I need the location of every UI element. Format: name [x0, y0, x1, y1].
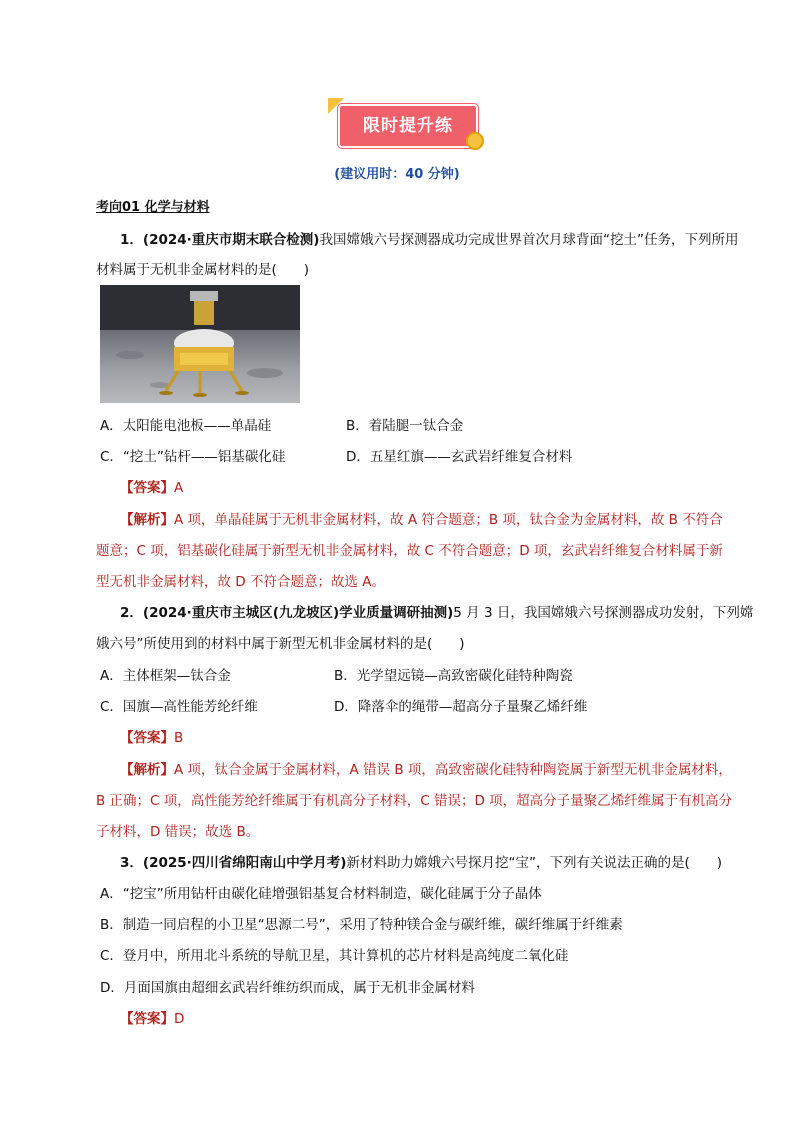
question-1-option-b: B．着陆腿一钛合金 — [346, 418, 464, 434]
question-1-answer — [120, 476, 720, 496]
lunar-lander-illustration — [100, 285, 300, 403]
question-number: 3． — [120, 855, 143, 871]
question-source: (2025·四川省绵阳南山中学月考) — [142, 855, 347, 871]
question-2-analysis-line2: B 正确；C 项，高性能芳纶纤维属于有机高分子材料，C 错误；D 项，超高分子量聚乙烯纤维属于有机高分 — [96, 793, 733, 809]
section-title: 考向01 化学与材料 — [96, 200, 210, 215]
question-1-analysis-line2: 题意；C 项，铝基碳化硅属于新型无机非金属材料，故 C 不符合题意；D 项，玄武岩纤维复合材料属于新 — [96, 543, 723, 559]
banner-title: 限时提升练 — [338, 104, 478, 148]
question-1-analysis — [120, 508, 723, 528]
question-number: 2． — [120, 605, 143, 621]
answer-label: 【答案】 — [120, 1011, 174, 1027]
answer-label: 【答案】 — [120, 480, 174, 496]
answer-value: D — [174, 1011, 185, 1027]
question-2-option-b: B．光学望远镜—高致密碳化硅特种陶瓷 — [334, 668, 573, 684]
analysis-label: 【解析】 — [120, 512, 174, 528]
question-3-answer — [120, 1007, 720, 1027]
question-source: (2024·重庆市期末联合检测) — [142, 232, 320, 248]
coil-icon — [466, 132, 484, 150]
answer-value: A — [174, 480, 184, 496]
question-stem: 新材料助力嫦娥六号探月挖“宝”，下列有关说法正确的是( ) — [346, 855, 722, 871]
question-2-analysis-line3: 子材料，D 错误；故选 B。 — [96, 824, 260, 840]
question-2-option-c: C．国旗—高性能芳纶纤维 — [100, 699, 258, 715]
question-3-option-b: B．制造一同启程的小卫星“思源二号”，采用了特种镁合金与碳纤维，碳纤维属于纤维素 — [100, 917, 623, 933]
question-1-option-c: C．“挖土”钻杆——铝基碳化硅 — [100, 449, 286, 465]
question-2-option-d: D．降落伞的绳带—超高分子量聚乙烯纤维 — [334, 699, 588, 715]
question-3-stem — [120, 851, 720, 871]
question-2-stem-line2: 娥六号”所使用到的材料中属于新型无机非金属材料的是( ) — [96, 636, 465, 652]
answer-value: B — [174, 730, 184, 746]
question-source: (2024·重庆市主城区(九龙坡区)学业质量调研抽测) — [142, 605, 454, 621]
analysis-text: A 项，钛合金属于金属材料，A 错误 B 项，高致密碳化硅特种陶瓷属于新型无机非金属材料， — [174, 762, 732, 778]
question-1-stem-line2: 材料属于无机非金属材料的是( ) — [96, 262, 310, 278]
answer-label: 【答案】 — [120, 730, 174, 746]
question-3-option-d: D．月面国旗由超细玄武岩纤维纺织而成，属于无机非金属材料 — [100, 980, 475, 996]
lander-image — [100, 285, 300, 403]
analysis-label: 【解析】 — [120, 762, 174, 778]
question-1-stem — [120, 228, 739, 248]
question-1-option-a: A．太阳能电池板——单晶硅 — [100, 418, 272, 434]
question-1-option-d: D．五星红旗——玄武岩纤维复合材料 — [346, 449, 573, 465]
question-3-option-c: C．登月中，所用北斗系统的导航卫星，其计算机的芯片材料是高纯度二氧化硅 — [100, 948, 569, 964]
question-stem: 5 月 3 日，我国嫦娥六号探测器成功发射，下列嫦 — [453, 605, 754, 621]
question-2-option-a: A．主体框架—钛合金 — [100, 668, 231, 684]
question-number: 1． — [120, 232, 143, 248]
question-1-analysis-line3: 型无机非金属材料，故 D 不符合题意；故选 A。 — [96, 574, 386, 590]
question-3-option-a: A．“挖宝”所用钻杆由碳化硅增强铝基复合材料制造，碳化硅属于分子晶体 — [100, 886, 542, 902]
suggested-time: (建议用时：40 分钟) — [334, 167, 460, 182]
title-banner — [328, 98, 488, 152]
question-2-answer — [120, 726, 720, 746]
question-2-stem — [120, 601, 754, 621]
question-stem: 我国嫦娥六号探测器成功完成世界首次月球背面“挖土”任务，下列所用 — [319, 232, 739, 248]
analysis-text: A 项，单晶硅属于无机非金属材料，故 A 符合题意；B 项，钛合金为金属材料，故 B 不符合 — [174, 512, 723, 528]
question-2-analysis — [120, 758, 732, 778]
